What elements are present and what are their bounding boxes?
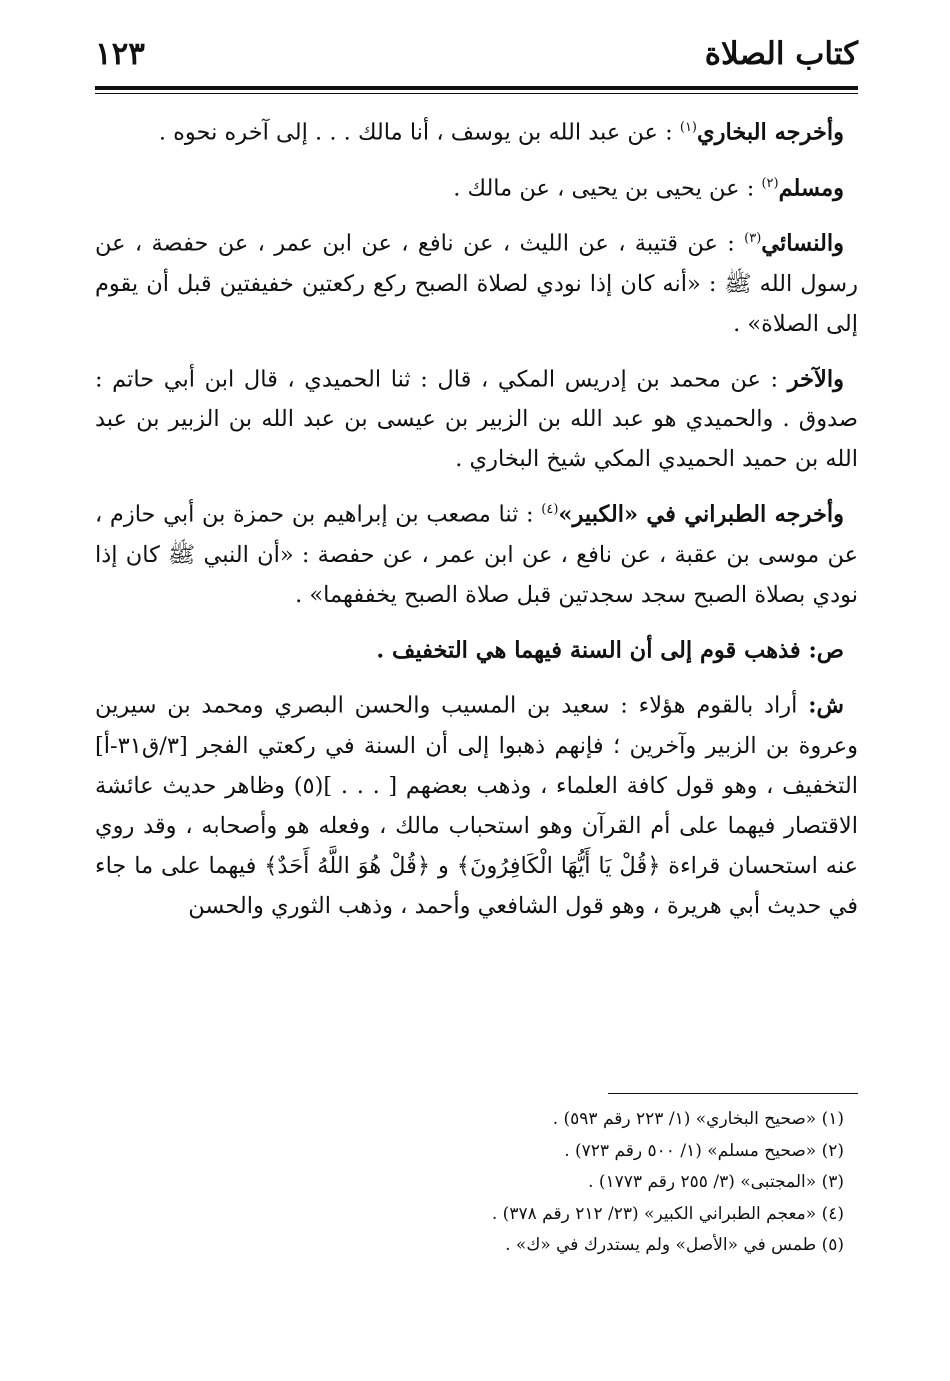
paragraph-text: : عن يحيى بن يحيى ، عن مالك .	[453, 175, 762, 201]
footnote: (٥) طمس في «الأصل» ولم يستدرك في «ك» .	[505, 1235, 844, 1255]
paragraph-lead: وأخرجه الطبراني في «الكبير»	[558, 501, 845, 528]
paragraph	[95, 219, 858, 344]
header-rule-thick	[95, 86, 858, 90]
footnote-ref: (٢)	[761, 175, 779, 191]
paragraph-lead: والآخر	[787, 366, 844, 392]
footnote-separator	[608, 1093, 858, 1094]
paragraph	[95, 490, 858, 615]
paragraph-text: أراد بالقوم هؤلاء : سعيد بن المسيب والحسن البصري ومحمد بن سيرين وعروة بن الزبير وآخرين ؛ فإنهم ذهبوا إلى أن السنة في ركعتي الفجر [٣/ق٣١-أ] التخفيف ، وهو قول كافة العلماء ، وذهب بعضهم [ . . . ](٥) وظاهر حديث عائشة الاقتصار فيهما على أم القرآن وهو استحباب مالك ، وفعله هو وأصحابه ، وقد روي عنه استحسان قراءة ﴿قُلْ يَا أَيُّهَا الْكَافِرُونَ﴾ و ﴿قُلْ هُوَ اللَّهُ أَحَدٌ﴾ فيهما على ما جاء في حديث أبي هريرة ، وهو قول الشافعي وأحمد ، وذهب الثوري والحسن	[95, 692, 858, 919]
main-text	[95, 108, 858, 937]
chapter-title: كتاب الصلاة	[704, 36, 858, 72]
footnote-ref: (٣)	[744, 231, 762, 246]
paragraph-text: : عن عبد الله بن يوسف ، أنا مالك . . . إلى آخره نحوه .	[158, 119, 680, 146]
footnote: (٣) «المجتبى» (٣/ ٢٥٥ رقم ١٧٧٣) .	[588, 1172, 844, 1192]
footnotes	[95, 1104, 858, 1262]
paragraph-heading	[95, 626, 858, 671]
paragraph-lead: والنسائي	[761, 230, 844, 257]
page-number: ١٢٣	[95, 36, 145, 72]
footnote: (٢) «صحيح مسلم» (١/ ٥٠٠ رقم ٧٢٣) .	[564, 1140, 844, 1161]
paragraph	[95, 108, 858, 153]
footnote: (٤) «معجم الطبراني الكبير» (٢٣/ ٢١٢ رقم ٣٧٨) .	[491, 1203, 844, 1224]
paragraph-lead: ومسلم	[778, 175, 844, 201]
paragraph	[95, 355, 858, 480]
paragraph-text: : عن قتيبة ، عن الليث ، عن نافع ، عن ابن عمر ، عن حفصة ، عن رسول الله ﷺ : «أنه كان إذا نودي لصلاة الصبح ركع ركعتين خفيفتين قبل أن يقوم إلى الصلاة» .	[95, 230, 858, 337]
footnote-ref: (٤)	[541, 502, 559, 517]
header-rule-thin	[95, 93, 858, 94]
paragraph-text: : عن محمد بن إدريس المكي ، قال : ثنا الحميدي ، قال ابن أبي حاتم : صدوق . والحميدي هو عبد الله بن الزبير بن عيسى بن عبد الله بن الزبير بن عبد الله بن حميد الحميدي المكي شيخ البخاري .	[95, 366, 858, 472]
page-header	[95, 30, 858, 82]
footnote: (١) «صحيح البخاري» (١/ ٢٢٣ رقم ٥٩٣) .	[552, 1109, 844, 1129]
paragraph	[95, 681, 858, 926]
paragraph-lead: وأخرجه البخاري	[697, 119, 844, 146]
paragraph-lead: ص: فذهب قوم إلى أن السنة فيهما هي التخفيف .	[376, 637, 844, 663]
paragraph-text: : ثنا مصعب بن إبراهيم بن حمزة بن أبي حازم ، عن موسى بن عقبة ، عن نافع ، عن ابن عمر ، عن حفصة : «أن النبي ﷺ كان إذا نودي بصلاة الصبح سجد سجدتين قبل صلاة الصبح يخففهما» .	[95, 501, 858, 608]
footnote-ref: (١)	[679, 120, 697, 135]
paragraph	[95, 164, 858, 209]
paragraph-lead: ش:	[808, 692, 844, 719]
